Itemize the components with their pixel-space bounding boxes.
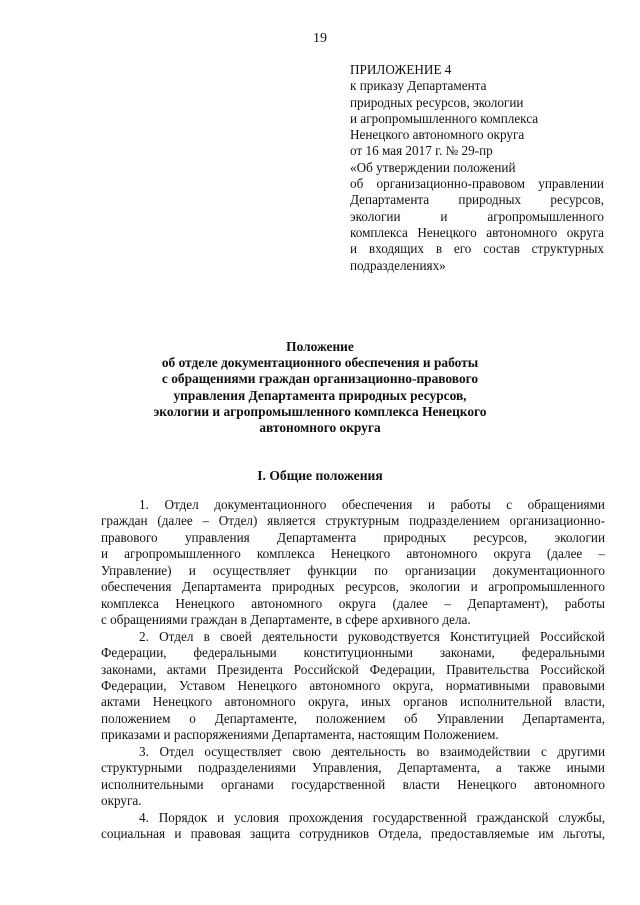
title-line: об отделе документационного обеспечения и работы	[161, 355, 479, 371]
body-line: положением о Департаменте, положением об Управлении Департамента,	[101, 710, 605, 726]
body-line: 3. Отдел осуществляет свою деятельность во взаимодействии с другими	[139, 743, 605, 759]
title-line: управления Департамента природных ресурсов,	[173, 387, 467, 403]
title-line: экологии и агропромышленного комплекса Ненецкого	[153, 403, 487, 419]
title-line: автономного округа	[259, 420, 381, 436]
body-line: округа.	[101, 793, 142, 809]
body-line: 4. Порядок и условия прохождения государственной гражданской службы,	[139, 809, 605, 825]
body-line: исполнительными органами государственной власти Ненецкого автономного	[101, 776, 605, 792]
appendix-line: и агропромышленного комплекса	[350, 110, 539, 126]
body-line: с обращениями граждан в Департаменте, в сфере архивного дела.	[101, 612, 471, 628]
title-line: с обращениями граждан организационно-правового	[161, 371, 479, 387]
body-line: и агропромышленного комплекса Ненецкого автономного округа (далее –	[101, 546, 605, 562]
document-title	[100, 339, 540, 436]
appendix-line: Департамента природных ресурсов,	[350, 192, 604, 208]
body-line: приказами и распоряжениями Департамента, настоящим Положением.	[101, 727, 499, 743]
appendix-line: экологии и агропромышленного	[350, 208, 604, 224]
body-line: граждан (далее – Отдел) является структурным подразделением организационно-	[101, 513, 605, 529]
body-line: Федерации, федеральными конституционными законами, федеральными	[101, 645, 605, 661]
appendix-line: подразделениях»	[350, 257, 446, 273]
body-line: правового управления Департамента природных ресурсов, экологии	[101, 529, 605, 545]
page-number: 19	[313, 31, 327, 46]
appendix-line: природных ресурсов, экологии	[350, 94, 524, 110]
appendix-line: об организационно-правовом управлении	[350, 176, 604, 192]
section-heading: I. Общие положения	[257, 468, 383, 483]
body-line: Федерации, Уставом Ненецкого автономного округа, нормативными правовыми	[101, 677, 605, 693]
body-line: комплекса Ненецкого автономного округа (далее – Департамент), работы	[101, 595, 605, 611]
appendix-line: ПРИЛОЖЕНИЕ 4	[350, 62, 452, 77]
body-line: законами, актами Президента Российской Федерации, Правительства Российской	[101, 661, 605, 677]
appendix-line: комплекса Ненецкого автономного округа	[350, 224, 604, 240]
body-text	[101, 497, 605, 843]
appendix-line: от 16 мая 2017 г. № 29-пр	[350, 143, 493, 159]
body-line: социальная и правовая защита сотрудников Отдела, предоставляемые им льготы,	[101, 826, 605, 842]
appendix-line: Ненецкого автономного округа	[350, 127, 525, 143]
appendix-header	[350, 62, 604, 274]
body-line: Управление) и осуществляет функции по организации документационного	[101, 562, 605, 578]
appendix-line: и входящих в его состав структурных	[350, 241, 604, 257]
body-line: актами Ненецкого автономного округа, иных органов исполнительной власти,	[101, 694, 605, 710]
body-line: 2. Отдел в своей деятельности руководствуется Конституцией Российской	[139, 628, 605, 644]
appendix-line: «Об утверждении положений	[350, 159, 516, 175]
body-line: 1. Отдел документационного обеспечения и работы с обращениями	[139, 497, 605, 512]
appendix-line: к приказу Департамента	[350, 78, 487, 94]
body-line: обеспечения Департамента природных ресурсов, экологии и агропромышленного	[101, 579, 605, 595]
title-line: Положение	[286, 339, 354, 354]
body-line: структурными подразделениями Управления, Департамента, а также иными	[101, 760, 605, 776]
